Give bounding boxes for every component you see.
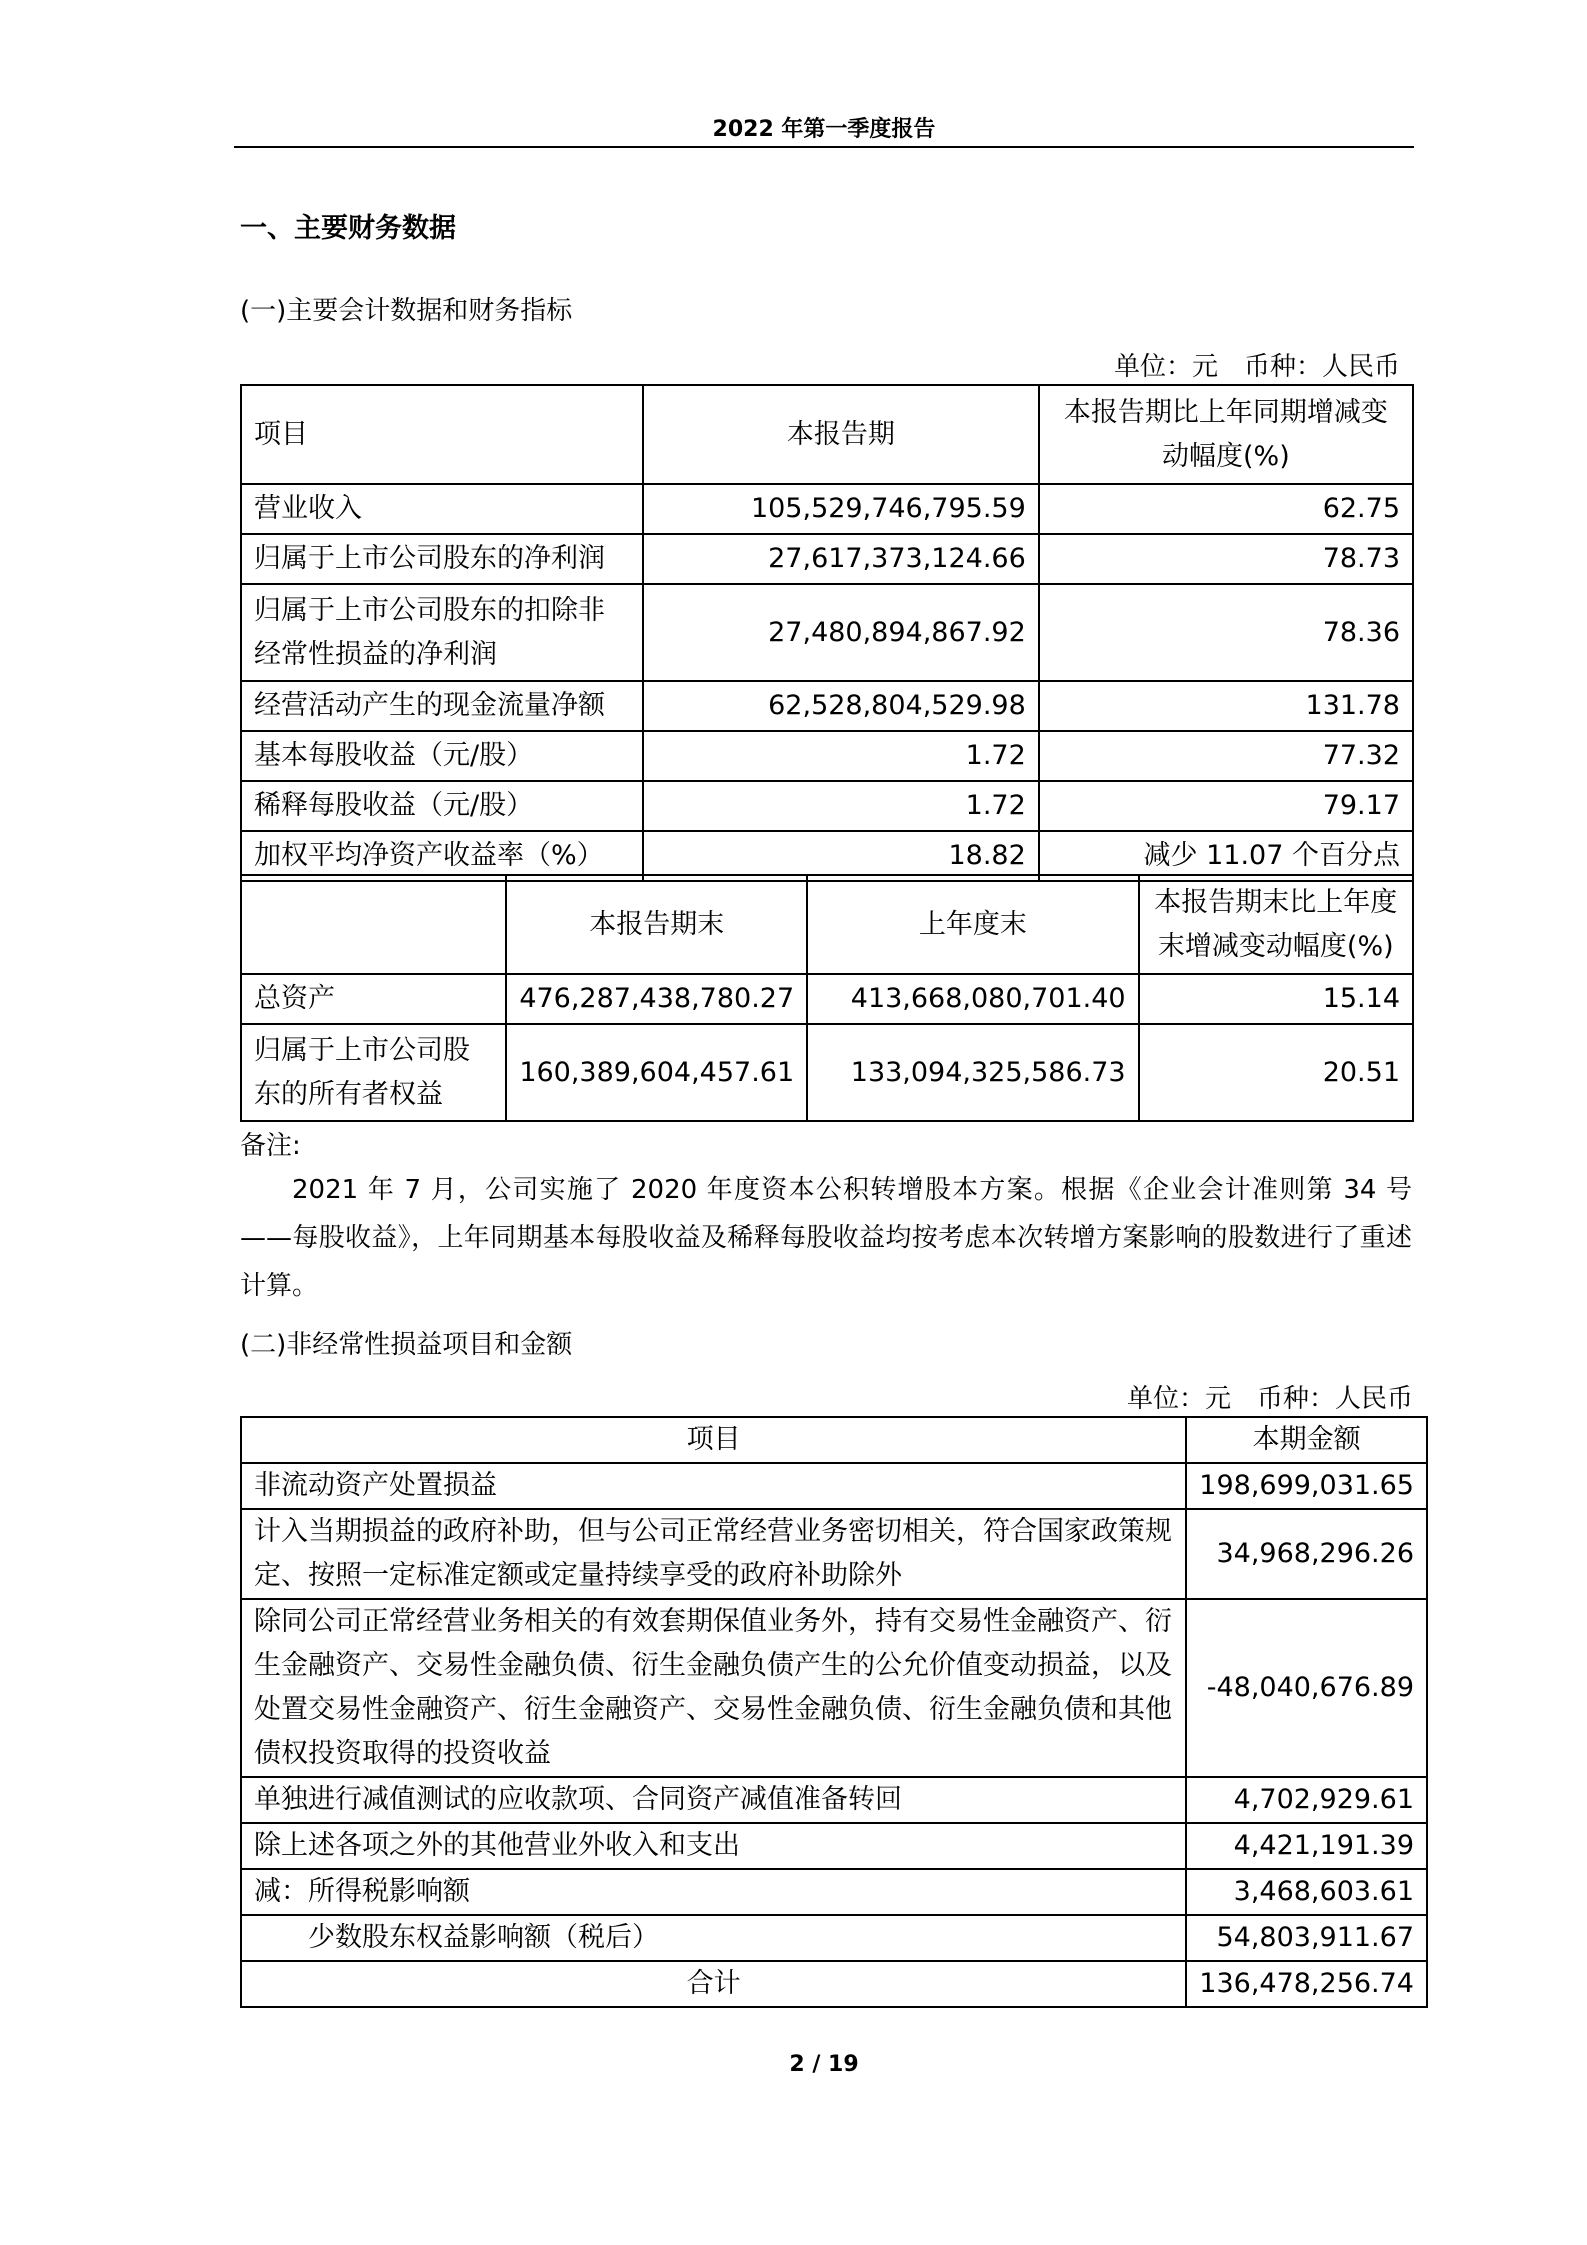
row-amount: -48,040,676.89 [1186,1599,1427,1777]
table-row [241,1915,1427,1961]
table-row [241,1777,1427,1823]
row-item: 基本每股收益（元/股） [241,731,643,781]
part1-unit: 单位：元 币种：人民币 [1113,352,1400,382]
row-change: 62.75 [1039,484,1413,534]
row-current: 27,617,373,124.66 [643,534,1039,584]
row-change: 20.51 [1139,1024,1413,1121]
row-change: 减少 11.07 个百分点 [1039,831,1413,881]
row-amount: 4,421,191.39 [1186,1823,1427,1869]
row-amount: 198,699,031.65 [1186,1463,1427,1509]
part2-heading: (二)非经常性损益项目和金额 [240,1330,573,1360]
table-row [241,1509,1427,1599]
table-row [241,731,1413,781]
row-prior-year-end: 413,668,080,701.40 [807,974,1138,1024]
row-change: 77.32 [1039,731,1413,781]
table-header-row [241,875,1413,974]
row-item: 归属于上市公司股东的扣除非经常性损益的净利润 [241,584,643,681]
row-item: 减：所得税影响额 [241,1869,1186,1915]
row-current: 62,528,804,529.98 [643,681,1039,731]
row-prior-year-end: 133,094,325,586.73 [807,1024,1138,1121]
table-row [241,1869,1427,1915]
table-total-row [241,1961,1427,2007]
table-row [241,1463,1427,1509]
header-amount: 本期金额 [1186,1417,1427,1463]
row-amount: 54,803,911.67 [1186,1915,1427,1961]
row-item: 除上述各项之外的其他营业外收入和支出 [241,1823,1186,1869]
note-label: 备注: [240,1131,301,1161]
table-row [241,681,1413,731]
table-row [241,1599,1427,1777]
table-row [241,584,1413,681]
row-amount: 4,702,929.61 [1186,1777,1427,1823]
row-item: 营业收入 [241,484,643,534]
table-row [241,484,1413,534]
balance-table [240,874,1414,1122]
table-row [241,781,1413,831]
row-item: 单独进行减值测试的应收款项、合同资产减值准备转回 [241,1777,1186,1823]
row-current: 18.82 [643,831,1039,881]
row-change: 131.78 [1039,681,1413,731]
table-header-row [241,1417,1427,1463]
header-divider [234,146,1414,148]
table-header-row [241,385,1413,484]
row-item: 归属于上市公司股东的净利润 [241,534,643,584]
note-text: 2021 年 7 月，公司实施了 2020 年度资本公积转增股本方案。根据《企业会计准则第 34 号——每股收益》，上年同期基本每股收益及稀释每股收益均按考虑本次转增方案影响的股数进行了重述计算。 [240,1175,1412,1301]
table-row [241,1024,1413,1121]
row-item: 归属于上市公司股东的所有者权益 [241,1024,506,1121]
header-item: 项目 [241,385,643,484]
row-item: 非流动资产处置损益 [241,1463,1186,1509]
header-yoy-change: 本报告期比上年同期增减变动幅度(%) [1039,385,1413,484]
header-item: 项目 [241,1417,1186,1463]
total-amount: 136,478,256.74 [1186,1961,1427,2007]
table-row [241,534,1413,584]
row-period-end: 160,389,604,457.61 [506,1024,807,1121]
table-row [241,974,1413,1024]
row-item: 加权平均净资产收益率（%） [241,831,643,881]
row-amount: 3,468,603.61 [1186,1869,1427,1915]
row-item: 除同公司正常经营业务相关的有效套期保值业务外，持有交易性金融资产、衍生金融资产、交易性金融负债、衍生金融负债产生的公允价值变动损益，以及处置交易性金融资产、衍生金融资产、交易性金融负债、衍生金融负债和其他债权投资取得的投资收益 [241,1599,1186,1777]
row-item: 少数股东权益影响额（税后） [241,1915,1186,1961]
row-current: 1.72 [643,731,1039,781]
report-header-title: 2022 年第一季度报告 [712,117,936,142]
row-amount: 34,968,296.26 [1186,1509,1427,1599]
header-period-end: 本报告期末 [506,875,807,974]
total-label: 合计 [241,1961,1186,2007]
part2-unit: 单位：元 币种：人民币 [1126,1384,1413,1414]
main-financial-table [240,384,1414,882]
part1-heading: (一)主要会计数据和财务指标 [240,296,573,326]
row-item: 总资产 [241,974,506,1024]
row-item: 计入当期损益的政府补助，但与公司正常经营业务密切相关，符合国家政策规定、按照一定标准定额或定量持续享受的政府补助除外 [241,1509,1186,1599]
row-change: 79.17 [1039,781,1413,831]
page-number: 2 / 19 [789,2052,859,2077]
section-heading: 一、主要财务数据 [240,213,456,244]
row-current: 1.72 [643,781,1039,831]
row-change: 15.14 [1139,974,1413,1024]
row-change: 78.73 [1039,534,1413,584]
row-current: 105,529,746,795.59 [643,484,1039,534]
row-period-end: 476,287,438,780.27 [506,974,807,1024]
header-change: 本报告期末比上年度末增减变动幅度(%) [1139,875,1413,974]
header-blank [241,875,506,974]
row-item: 稀释每股收益（元/股） [241,781,643,831]
row-change: 78.36 [1039,584,1413,681]
row-item: 经营活动产生的现金流量净额 [241,681,643,731]
header-current-period: 本报告期 [643,385,1039,484]
row-current: 27,480,894,867.92 [643,584,1039,681]
header-prior-year-end: 上年度末 [807,875,1138,974]
table-row [241,1823,1427,1869]
non-recurring-table [240,1416,1428,2008]
